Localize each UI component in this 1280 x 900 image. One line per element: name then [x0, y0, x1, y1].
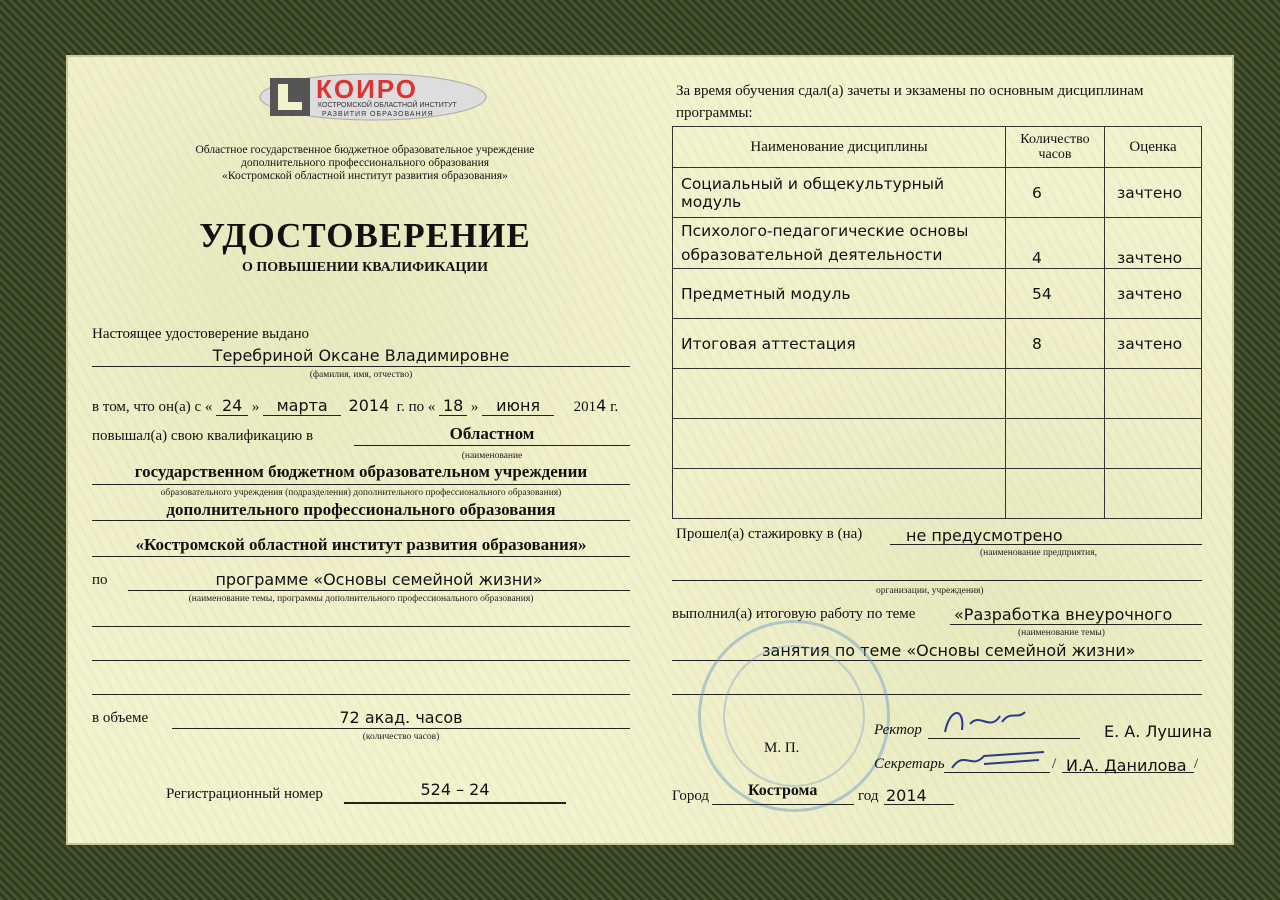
city-value: Кострома	[748, 782, 818, 799]
volume-line	[172, 728, 630, 729]
koiro-logo	[258, 72, 488, 122]
intern-hint1: (наименование предприятия,	[980, 548, 1097, 558]
row-hours: 4	[1006, 218, 1105, 269]
name-line	[92, 366, 630, 367]
row-grade	[1105, 419, 1202, 469]
city-label: Город	[672, 788, 710, 804]
table-row	[673, 369, 1202, 419]
row-hours: 8	[1006, 319, 1105, 369]
end-month: июня	[482, 396, 554, 416]
program-line	[128, 590, 630, 591]
stamp-place: М. П.	[764, 740, 800, 756]
document-title: УДОСТОВЕРЕНИЕ	[199, 216, 531, 255]
org-line2: дополнительного профессионального образования	[240, 157, 490, 169]
logo-line1: КОСТРОМСКОЙ ОБЛАСТНОЙ ИНСТИТУТ	[318, 102, 457, 109]
row-name: Социальный и общекультурный модуль	[673, 168, 1006, 218]
grades-table	[672, 126, 1202, 519]
qual-value4: «Костромской областной институт развития образования»	[135, 535, 587, 554]
name-hint: (фамилия, имя, отчество)	[309, 370, 413, 380]
dates-end: г.	[610, 399, 619, 415]
certificate-page: КОИРО КОСТРОМСКОЙ ОБЛАСТНОЙ ИНСТИТУТ РАЗВИТИЯ ОБРАЗОВАНИЯ Областное государственное бюджетное образовательное учреждение дополнительного профессионального образования «Костромской областной институт развития образования» УДОСТОВЕРЕНИЕ О ПОВЫШЕНИИ КВАЛИФИКАЦИИ Настоящее удостоверение выдано Теребриной Оксане Владимировне (фамилия, имя, отчество) в том, что он(а) с « 24 » марта 2014 г. по « 18 » июня 2014 г. повышал(а) свою квалификацию в Областном (наименование государственном бюджетном образовательном учреждении образовательного учреждения (подразделения) дополнительного профессионального образования) дополнительного профессионального образования «Костромской областной институт развития образования» по программе «Основы семейной жизни» (наименование темы, программы дополнительного профессионального образования) в объеме 72 акад. часов (количество часов) Регистрационный номер 524 – 24 За время обучения сдал(а) зачеты и экзамены по основным дисциплинам программы: Наименование дисциплины Количество часов Оценка Социальный и общекультурный модуль 6 зачтено Психолого-педагогические основы образовательной деятельности 4 зачтено Предметный модуль 54 зачтено Итоговая аттестация 8 зачтено Прошел(а) стажировку в (на) не предусмотрено (наименование предприятия, организации, учреждения) выполнил(а) итоговую работу по теме «Разработка внеурочного (наименование темы) занятия по теме «Основы семейной жизни» Ректор Е. А. Лушина М. П. Секретарь / И.А. Данилова / Город Кострома год 2014	[0, 0, 1280, 900]
rector-signature-icon	[940, 702, 1030, 740]
row-hours: 54	[1006, 269, 1105, 319]
row-name: Предметный модуль	[673, 269, 1006, 319]
org-line3: «Костромской областной институт развития образования»	[222, 170, 508, 182]
final-value2: занятия по теме «Основы семейной жизни»	[762, 641, 1136, 660]
row-name: Психолого-педагогические основы образовательной деятельности	[673, 218, 1006, 269]
secretary-signature-icon	[944, 742, 1048, 776]
table-row	[673, 218, 1202, 269]
secretary-name: И.А. Данилова	[1066, 756, 1187, 775]
right-intro: За время обучения сдал(а) зачеты и экзамены по основным дисциплинам программы:	[676, 83, 1144, 121]
table-row	[673, 469, 1202, 519]
secretary-label: Секретарь	[874, 756, 945, 772]
table-row	[673, 269, 1202, 319]
program-value: программе «Основы семейной жизни»	[215, 570, 543, 589]
intern-line2	[672, 580, 1202, 581]
intern-hint2: организации, учреждения)	[876, 586, 984, 596]
table-header-row	[673, 127, 1202, 168]
header-discipline: Наименование дисциплины	[673, 127, 1006, 168]
row-grade: зачтено	[1105, 269, 1202, 319]
volume-hint: (количество часов)	[362, 732, 440, 742]
reg-label: Регистрационный номер	[166, 786, 323, 802]
qual-line2	[92, 484, 630, 485]
year-label: год	[858, 788, 879, 804]
row-grade: зачтено	[1105, 319, 1202, 369]
qual-hint2: образовательного учреждения (подразделения) дополнительного профессионального образования)	[160, 488, 562, 498]
qual-value1: Областном	[449, 424, 535, 443]
holder-name: Теребриной Оксане Владимировне	[212, 346, 510, 365]
document-subtitle: О ПОВЫШЕНИИ КВАЛИФИКАЦИИ	[241, 260, 489, 275]
reg-value: 524 – 24	[420, 780, 490, 799]
program-line3	[92, 660, 630, 661]
end-day: 18	[439, 396, 467, 416]
city-line	[712, 804, 854, 805]
end-year-prefix: 201	[573, 399, 597, 415]
end-year-suffix: 4	[596, 396, 607, 415]
org-block	[130, 144, 600, 183]
header-hours: Количество часов	[1006, 127, 1105, 168]
qual-value3: дополнительного профессионального образования	[166, 500, 556, 519]
qual-line3	[92, 520, 630, 521]
qual-label: повышал(а) свою квалификацию в	[92, 428, 314, 444]
start-day: 24	[216, 396, 248, 416]
rector-name: Е. А. Лушина	[1104, 722, 1213, 741]
table-row	[673, 319, 1202, 369]
qual-value2: государственном бюджетном образовательном учреждении	[134, 462, 588, 481]
intern-label: Прошел(а) стажировку в (на)	[676, 526, 863, 542]
row-hours	[1006, 469, 1105, 519]
issued-label: Настоящее удостоверение выдано	[92, 326, 310, 342]
start-year: 2014	[348, 396, 390, 415]
volume-value: 72 акад. часов	[339, 708, 463, 727]
logo-brand: КОИРО	[316, 74, 419, 104]
dates-to: г. по «	[396, 399, 436, 415]
row-hours	[1006, 369, 1105, 419]
row-grade	[1105, 469, 1202, 519]
qual-line1	[354, 445, 630, 446]
row-name: Итоговая аттестация	[673, 319, 1006, 369]
intern-value: не предусмотрено	[906, 526, 1063, 545]
start-month: марта	[263, 396, 341, 416]
program-label: по	[92, 572, 108, 588]
table-row	[673, 168, 1202, 218]
volume-label: в объеме	[92, 710, 149, 726]
row-hours: 6	[1006, 168, 1105, 218]
row-name	[673, 419, 1006, 469]
final-label: выполнил(а) итоговую работу по теме	[672, 606, 916, 622]
row-hours	[1006, 419, 1105, 469]
program-line2	[92, 626, 630, 627]
final-value1: «Разработка внеурочного	[954, 605, 1173, 624]
qual-hint1: (наименование	[461, 451, 523, 461]
table-row	[673, 419, 1202, 469]
logo-line2: РАЗВИТИЯ ОБРАЗОВАНИЯ	[322, 111, 434, 118]
row-grade	[1105, 369, 1202, 419]
qual-line4	[92, 556, 630, 557]
program-line4	[92, 694, 630, 695]
row-grade: зачтено	[1105, 218, 1202, 269]
reg-line	[344, 802, 566, 804]
dates-row: в том, что он(а) с « 24 » марта 2014 г. по « 18 » июня 2014 г.	[92, 396, 619, 415]
year-value: 2014	[886, 786, 927, 805]
row-name	[673, 469, 1006, 519]
org-line1: Областное государственное бюджетное образовательное учреждение	[195, 144, 535, 156]
row-grade: зачтено	[1105, 168, 1202, 218]
dates-prefix: в том, что он(а) с «	[92, 399, 213, 415]
header-grade: Оценка	[1105, 127, 1202, 168]
rector-label: Ректор	[874, 722, 922, 738]
row-name	[673, 369, 1006, 419]
final-hint: (наименование темы)	[1018, 628, 1105, 638]
final-line1	[950, 624, 1202, 625]
program-hint: (наименование темы, программы дополнительного профессионального образования)	[188, 594, 534, 604]
